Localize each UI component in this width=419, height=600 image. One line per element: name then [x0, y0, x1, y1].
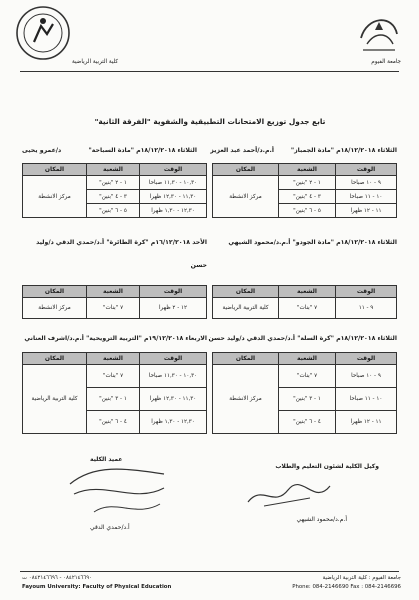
exam1-right-heading: الثلاثاء ١٨/١٢/٢٠١٨م "مادة الجمباز"	[290, 147, 397, 154]
faculty-name: كلية التربية الرياضية	[72, 59, 119, 65]
col-place: المكان	[213, 164, 279, 176]
col-section: الشعبة	[279, 164, 336, 176]
col-time: الوقت	[336, 286, 397, 298]
schedule-table-2-left	[22, 285, 207, 319]
time-cell: ١١ - ١٢ ظهرا	[336, 204, 397, 218]
col-section: الشعبة	[87, 164, 140, 176]
time-cell: ١٢,٣٠ - ١,٣٠ ظهرا	[140, 204, 207, 218]
table-row	[23, 298, 207, 319]
col-place: المكان	[23, 164, 87, 176]
place-cell: مركز الانشطة	[23, 298, 87, 319]
col-place: المكان	[23, 286, 87, 298]
col-time: الوقت	[140, 353, 207, 365]
section-cell: ٤ - ٦ "بنين"	[87, 411, 140, 434]
time-cell: ٩ - ١١	[336, 298, 397, 319]
footer-divider	[20, 571, 399, 572]
section-cell: ٥ - ٦ "بنين"	[279, 204, 336, 218]
col-place: المكان	[23, 353, 87, 365]
col-section: الشعبة	[87, 286, 140, 298]
exam3-left-heading: الاربعاء ١٩/١٢/٢٠١٨م "التربية الترويحية" أ.م.د/اشرف العناني	[24, 335, 207, 342]
table-row	[23, 365, 207, 388]
university-name: جامعة الفيوم	[371, 59, 401, 65]
col-place: المكان	[213, 286, 279, 298]
schedule-table-2-right	[212, 285, 397, 319]
section-cell: ١ - ٣ "بنين"	[279, 388, 336, 411]
exam3-right-heading: الثلاثاء ١٨/١٢/٢٠١٨م "كرة السلة" أ.د/حمدي الدقي د/وليد حسن	[208, 335, 397, 342]
section-cell: ١ - ٢ "بنين"	[87, 176, 140, 190]
table-row	[23, 176, 207, 190]
exam1-middle-heading: أ.م.د/أحمد عبد العزيز	[210, 147, 274, 154]
time-cell: ١٠ - ١١ صباحا	[336, 388, 397, 411]
time-cell: ١٠,٣٠ - ١١,٣٠ صباحا	[140, 176, 207, 190]
dean-name: أ.د/حمدي الدقي	[90, 524, 130, 531]
exam1-far-heading: د/عمرو يحيى	[22, 147, 62, 154]
place-cell: كلية التربية الرياضية	[23, 365, 87, 434]
section-cell: ١ - ٢ "بنين"	[279, 176, 336, 190]
exam2-left-heading: الأحد ١٦/١٢/٢٠١٨م "كرة الطائرة" أ.د/حمدي الدقي د/وليد	[36, 239, 207, 246]
place-cell: مركز الانشطة	[213, 365, 279, 434]
header-divider	[20, 71, 399, 72]
table-row	[213, 365, 397, 388]
col-time: الوقت	[140, 286, 207, 298]
university-emblem-icon	[353, 8, 405, 60]
section-cell: ٧ "بنات"	[87, 298, 140, 319]
time-cell: ١١,٣٠ - ١٢,٣٠ ظهرا	[140, 190, 207, 204]
exam2-right-heading: الثلاثاء ١٨/١٢/٢٠١٨م "مادة الجودو" أ.م.د/محمود الشيهي	[228, 239, 397, 246]
exam2-left-heading-cont: حسن	[190, 262, 207, 269]
time-cell: ١١,٣٠ - ١٢,٣٠ ظهرا	[140, 388, 207, 411]
footer-phone-fax: Phone: 084-2146690 Fax : 084-2146696	[292, 584, 401, 590]
schedule-table-3-left	[22, 352, 207, 434]
section-cell: ٧ "بنات"	[279, 365, 336, 388]
section-cell: ٣ - ٤ "بنين"	[279, 190, 336, 204]
table-row	[213, 176, 397, 190]
time-cell: ١٠,٣٠ - ١١,٣٠ صباحا	[140, 365, 207, 388]
vice-dean-title: وكيل الكلية لشئون التعليم والطلاب	[275, 463, 379, 470]
schedule-table-1-left	[22, 163, 207, 218]
section-cell: ٥ - ٦ "بنين"	[87, 204, 140, 218]
time-cell: ١١ - ١٢ ظهرا	[336, 411, 397, 434]
place-cell: كلية التربية الرياضية	[213, 298, 279, 319]
dean-title: عميد الكلية	[90, 456, 123, 463]
vice-dean-signature	[244, 478, 334, 516]
section-cell: ٣ - ٤ "بنين"	[87, 190, 140, 204]
col-time: الوقت	[336, 353, 397, 365]
time-cell: ٩ - ١٠ صباحا	[336, 176, 397, 190]
vice-dean-name: أ.م.د/محمود الشيهي	[296, 516, 347, 523]
col-section: الشعبة	[87, 353, 140, 365]
place-cell: مركز الانشطة	[213, 176, 279, 218]
schedule-table-3-right	[212, 352, 397, 434]
document-title: تابع جدول توزيع الامتحانات التطبيقية والشفوية "الفرقة الثانية"	[94, 117, 326, 126]
table-row	[213, 298, 397, 319]
footer-address-ar: جامعة الفيوم : كلية التربية الرياضية	[322, 575, 401, 581]
time-cell: ١٠ - ١١ صباحا	[336, 190, 397, 204]
time-cell: ١٢,٣٠ - ١,٣٠ ظهرا	[140, 411, 207, 434]
time-cell: ١٢ - ٢ ظهرا	[140, 298, 207, 319]
schedule-table-1-right	[212, 163, 397, 218]
faculty-emblem-icon	[14, 4, 72, 62]
place-cell: مركز الانشطة	[23, 176, 87, 218]
col-time: الوقت	[140, 164, 207, 176]
col-time: الوقت	[336, 164, 397, 176]
col-section: الشعبة	[279, 286, 336, 298]
section-cell: ٧ "بنات"	[87, 365, 140, 388]
dean-signature	[64, 464, 174, 528]
section-cell: ٤ - ٦ "بنين"	[279, 411, 336, 434]
section-cell: ٧ "بنات"	[279, 298, 336, 319]
footer-phones-ar: ٠٨٤٢١٤٦٦٩٠ - ٠٨٤٢١٤٦٦٩٦ ت	[22, 575, 93, 581]
time-cell: ٩ - ١٠ صباحا	[336, 365, 397, 388]
footer-faculty-en: Fayoum University: Faculty of Physical Education	[22, 584, 172, 590]
exam1-left-heading: الثلاثاء ١٨/١٢/٢٠١٨م "مادة السباحة"	[88, 147, 197, 154]
col-place: المكان	[213, 353, 279, 365]
section-cell: ١ - ٣ "بنين"	[87, 388, 140, 411]
col-section: الشعبة	[279, 353, 336, 365]
